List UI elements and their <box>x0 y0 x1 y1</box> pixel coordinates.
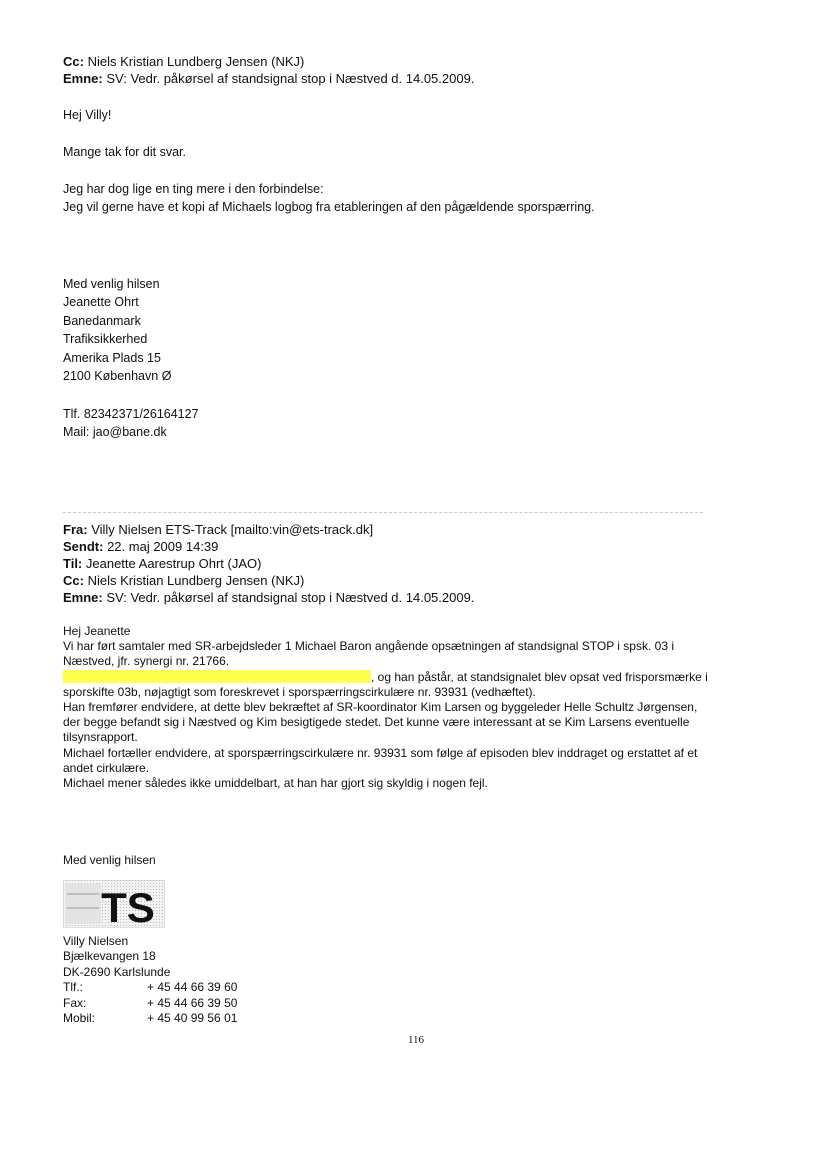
ts-logo <box>63 880 165 928</box>
signature-line: Jeanette Ohrt <box>63 295 139 310</box>
mail-line: Mail: jao@bane.dk <box>63 425 167 440</box>
paragraph: Jeg har dog lige en ting mere i den forbindelse: <box>63 182 324 196</box>
body-line: tilsynsrapport. <box>63 730 138 745</box>
fax-row: Fax: + 45 44 66 39 50 <box>63 995 238 1010</box>
greeting: Hej Villy! <box>63 108 112 122</box>
signature-block <box>63 275 171 385</box>
cc-line: Cc: Niels Kristian Lundberg Jensen (NKJ) <box>63 54 305 69</box>
body-line: Michael mener således ikke umiddelbart, at han har gjort sig skyldig i nogen fejl. <box>63 776 488 791</box>
phone-row: Tlf.: + 45 44 66 39 60 <box>63 980 238 995</box>
body-line: Næstved, jfr. synergi nr. 21766. <box>63 654 230 669</box>
body-line: Michael fortæller endvidere, at sporspærringscirkulære nr. 93931 som følge af episoden blev inddraget og erstattet af et <box>63 745 698 760</box>
signature-line: Amerika Plads 15 <box>63 350 161 365</box>
subject-line: Emne: SV: Vedr. påkørsel af standsignal stop i Næstved d. 14.05.2009. <box>63 71 475 86</box>
body-line: Vi har ført samtaler med SR-arbejdsleder 1 Michael Baron angående opsætningen af standsignal STOP i spsk. 03 i <box>63 639 674 654</box>
signature-city: DK-2690 Karlslunde <box>63 964 171 979</box>
to-line: Til: Jeanette Aarestrup Ohrt (JAO) <box>63 556 262 571</box>
contact-block <box>63 405 199 442</box>
paragraph: Mange tak for dit svar. <box>63 145 186 159</box>
signature-line: Trafiksikkerhed <box>63 332 148 347</box>
body-line: der begge befandt sig i Næstved og Kim besigtigede stedet. Det kunne være interessant at se Kim Larsens eventuelle <box>63 715 690 730</box>
logo-text: TS <box>101 884 155 928</box>
cc-line: Cc: Niels Kristian Lundberg Jensen (NKJ) <box>63 573 305 588</box>
signature-line: Banedanmark <box>63 313 141 328</box>
signature-line: Med venlig hilsen <box>63 277 160 291</box>
sent-line: Sendt: 22. maj 2009 14:39 <box>63 539 219 554</box>
phone-line: Tlf. 82342371/26164127 <box>63 407 199 421</box>
redaction-highlight <box>63 670 371 683</box>
signature-name: Villy Nielsen <box>63 934 129 948</box>
second-email-body <box>63 624 803 791</box>
subject-line: Emne: SV: Vedr. påkørsel af standsignal stop i Næstved d. 14.05.2009. <box>63 590 475 605</box>
second-email-header <box>63 521 474 606</box>
signature-line: 2100 København Ø <box>63 369 172 384</box>
paragraph: Jeg vil gerne have et kopi af Michaels logbog fra etableringen af den pågældende sporspærring. <box>63 200 595 214</box>
closing: Med venlig hilsen <box>63 853 156 867</box>
body-line: sporskifte 03b, nøjagtigt som foreskrevet i sporspærringscirkulære nr. 93931 (vedhæftet). <box>63 684 536 699</box>
body-line: , og han påstår, at standsignalet blev opsat ved frisporsmærke i <box>63 670 803 685</box>
body-line: andet cirkulære. <box>63 760 150 775</box>
signature-street: Bjælkevangen 18 <box>63 949 156 964</box>
second-signature <box>63 934 237 1026</box>
mobile-row: Mobil: + 45 40 99 56 01 <box>63 1011 238 1026</box>
page-number: 116 <box>407 1034 425 1046</box>
body-line: Han fremfører endvidere, at dette blev bekræftet af SR-koordinator Kim Larsen og byggeleder Helle Schultz Jørgensen, <box>63 700 698 715</box>
divider <box>63 512 703 513</box>
body-line: Hej Jeanette <box>63 624 131 638</box>
first-email-header <box>63 53 474 87</box>
from-line: Fra: Villy Nielsen ETS-Track [mailto:vin@ets-track.dk] <box>63 522 374 537</box>
